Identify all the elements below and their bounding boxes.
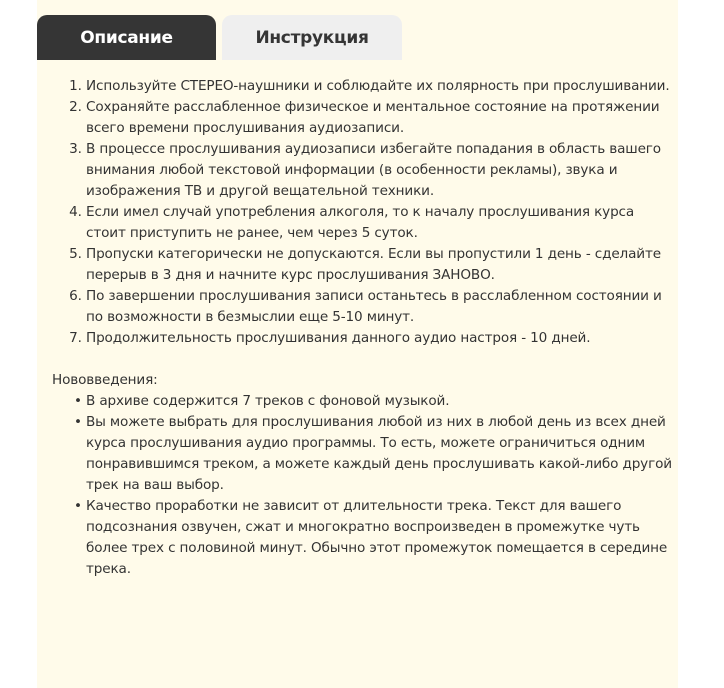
tab-description[interactable]: Описание: [37, 15, 216, 60]
list-item: 3. В процессе прослушивания аудиозаписи избегайте попадания в область вашего внимания любой текстовой информации (в особенности рекламы), звука и изображения ТВ и другой вещательной техники.: [86, 139, 672, 202]
list-item: • Вы можете выбрать для прослушивания любой из них в любой день из всех дней курса прослушивания аудио программы. То есть, можете ограничиться одним понравившимся треком, а можете каждый день прослушивать какой-либо другой трек на ваш выбор.: [86, 412, 672, 496]
list-item: 6. По завершении прослушивания записи останьтесь в расслабленном состоянии и по возможности в безмыслии еще 5-10 минут.: [86, 286, 672, 328]
list-item: 2. Сохраняйте расслабленное физическое и ментальное состояние на протяжении всего времени прослушивания аудиозаписи.: [86, 97, 672, 139]
novelties-heading: Нововведения:: [52, 372, 158, 388]
tab-instruction[interactable]: Инструкция: [222, 15, 402, 60]
list-item: 1. Используйте СТЕРЕО-наушники и соблюдайте их полярность при прослушивании.: [86, 76, 672, 97]
list-item: 7. Продолжительность прослушивания данного аудио настроя - 10 дней.: [86, 328, 672, 349]
novelties-list: [52, 391, 672, 580]
list-item: 4. Если имел случай употребления алкоголя, то к началу прослушивания курса стоит приступить не ранее, чем через 5 суток.: [86, 202, 672, 244]
description-content: [52, 76, 672, 580]
instructions-list: [52, 76, 672, 349]
list-item: 5. Пропуски категорически не допускаются. Если вы пропустили 1 день - сделайте перерыв в 3 дня и начните курс прослушивания ЗАНОВО.: [86, 244, 672, 286]
list-item: • В архиве содержится 7 треков с фоновой музыкой.: [86, 391, 672, 412]
list-item: • Качество проработки не зависит от длительности трека. Текст для вашего подсознания озвучен, сжат и многократно воспроизведен в промежутке чуть более трех с половиной минут. Обычно этот промежуток помещается в середине трека.: [86, 496, 672, 580]
